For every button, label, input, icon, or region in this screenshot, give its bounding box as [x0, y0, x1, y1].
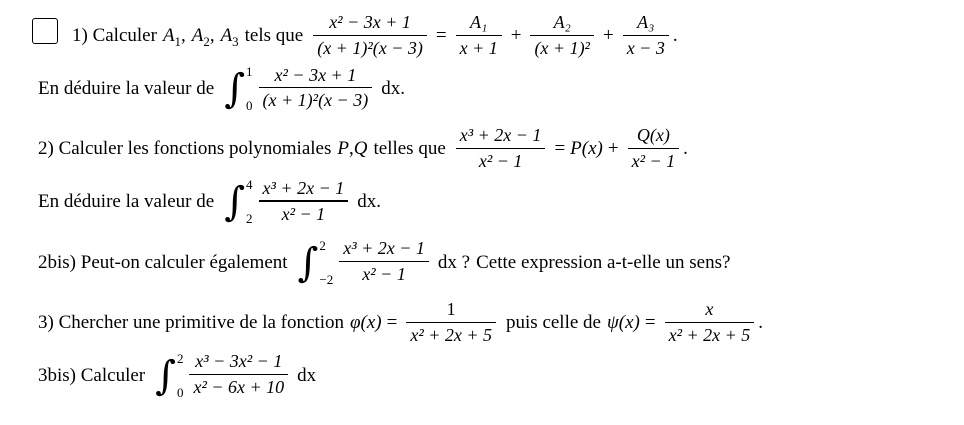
question-1-integral-line	[38, 63, 964, 113]
q3bis-fraction	[189, 351, 288, 398]
q2-prefix-text: 2) Calculer les fonctions polynomiales	[38, 138, 332, 160]
q1-lhs-denominator: (x + 1)²(x − 3)	[317, 37, 423, 58]
q3-phi-denominator: x² + 2x + 5	[410, 324, 493, 345]
l4-differential: dx.	[357, 190, 381, 212]
fraction-bar	[189, 374, 288, 375]
q1-rhs1-numerator: A₁	[470, 12, 488, 32]
q3-prefix-text: 3) Chercher une primitive de la fonction	[38, 312, 345, 334]
q1-var-a3-index: 3	[232, 34, 239, 50]
q1-rhs3-denominator: x − 3	[626, 37, 665, 58]
fraction-bar	[530, 35, 594, 36]
q2-comma: ,	[349, 138, 354, 160]
exercise-number-box	[32, 18, 58, 44]
q1-comma-2: ,	[209, 25, 215, 47]
l2-integral	[224, 63, 253, 113]
fraction-bar	[339, 261, 429, 262]
q2-rhs-numerator: Q(x)	[636, 125, 670, 146]
q3-psi-denominator: x² + 2x + 5	[668, 324, 751, 345]
fraction-bar	[623, 35, 669, 36]
q3-equals-sign: =	[386, 312, 398, 334]
q3bis-integral-limits	[176, 350, 184, 400]
q2-plus-sign: +	[607, 138, 619, 160]
q3bis-prefix-text: 3bis) Calculer	[38, 364, 146, 386]
l2-integral-limits	[246, 63, 253, 113]
q1-period: .	[672, 25, 678, 47]
l4-numerator: x³ + 2x − 1	[262, 177, 345, 198]
q2bis-integral	[297, 237, 334, 287]
q3-psi-fraction	[665, 299, 755, 346]
q3-phi-fraction	[406, 299, 496, 346]
q1-lhs-numerator: x² − 3x + 1	[329, 12, 411, 32]
q1-var-a2: $A_2$	[191, 25, 210, 50]
q1-rhs2-numerator: A₂	[553, 12, 571, 32]
question-2-integral-line	[38, 176, 964, 226]
q3bis-differential: dx	[297, 364, 317, 386]
q3bis-denominator: x² − 6x + 10	[193, 377, 285, 398]
q2-equals-sign: =	[554, 138, 566, 160]
q2-rhs-fraction	[628, 125, 680, 172]
question-3-line	[38, 300, 964, 347]
q1-equals-sign: =	[435, 25, 447, 47]
q3bis-numerator: x³ − 3x² − 1	[195, 351, 283, 372]
q1-prefix-text: 1) Calculer	[72, 25, 157, 47]
l2-upper-limit: 1	[246, 63, 253, 79]
fraction-bar	[628, 148, 680, 149]
q3-phi-function: φ(x)	[350, 312, 382, 334]
q2bis-suffix-text: Cette expression a-t-elle un sens?	[476, 251, 731, 273]
q2-rhs-denominator: x² − 1	[631, 151, 676, 171]
q1-plus-sign-1: +	[510, 25, 522, 47]
l4-fraction	[259, 178, 349, 225]
fraction-bar	[259, 87, 373, 88]
q1-plus-sign-2: +	[602, 25, 614, 47]
q2bis-lower-limit: −2	[319, 271, 334, 287]
l2-denominator: (x + 1)²(x − 3)	[262, 90, 369, 111]
q2-period: .	[683, 138, 688, 160]
q1-var-a1-index: 1	[174, 34, 181, 50]
q3bis-lower-limit: 0	[176, 384, 184, 400]
l2-text: En déduire la valeur de	[38, 77, 215, 99]
q1-rhs-fraction-1	[456, 12, 502, 59]
l4-integral	[224, 176, 253, 226]
q1-comma-1: ,	[181, 25, 186, 47]
q1-mid-text: tels que	[244, 25, 304, 47]
l4-upper-limit: 4	[246, 176, 253, 192]
q1-var-a1: $A_1$	[162, 25, 181, 50]
q1-var-a2-index: 2	[203, 34, 210, 50]
exercise-3-row	[0, 0, 964, 60]
q2bis-upper-limit: 2	[319, 237, 326, 253]
l4-lower-limit: 2	[246, 210, 253, 226]
question-1-line	[72, 13, 678, 60]
fraction-bar	[665, 322, 755, 323]
q1-rhs3-numerator: A₃	[637, 12, 655, 32]
q2-lhs-numerator: x³ + 2x − 1	[459, 125, 542, 146]
q2bis-prefix-text: 2bis) Peut-on calculer également	[38, 251, 288, 273]
q2bis-differential: dx ?	[437, 251, 471, 273]
question-2-line	[38, 126, 964, 173]
l2-fraction	[259, 65, 373, 112]
q3-period: .	[758, 312, 764, 334]
fraction-bar	[456, 35, 502, 36]
fraction-bar	[456, 148, 546, 149]
q3-psi-function: ψ(x)	[606, 312, 640, 334]
q2bis-numerator: x³ + 2x − 1	[343, 238, 425, 259]
q3-equals-sign-2: =	[644, 312, 656, 334]
q3bis-integral	[155, 350, 184, 400]
q3-mid-text: puis celle de	[506, 312, 601, 334]
q2-poly-q: Q	[353, 138, 368, 160]
q3-psi-numerator: x	[705, 298, 714, 319]
integral-icon: ∫	[155, 352, 176, 399]
q2-p-of-x: P(x)	[570, 138, 603, 160]
l4-text: En déduire la valeur de	[38, 190, 215, 212]
l2-lower-limit: 0	[246, 97, 253, 113]
q2bis-integral-limits	[319, 237, 334, 287]
question-2bis-line	[38, 239, 964, 286]
l2-differential: dx.	[381, 77, 405, 99]
q2bis-fraction	[339, 238, 429, 285]
fraction-bar	[313, 35, 427, 36]
l4-denominator: x² − 1	[281, 203, 326, 224]
q2bis-denominator: x² − 1	[362, 264, 406, 285]
question-3bis-line	[38, 352, 964, 399]
q1-rhs-fraction-3	[623, 12, 669, 59]
q1-rhs1-denominator: x + 1	[459, 37, 498, 58]
l2-numerator: x² − 3x + 1	[274, 64, 357, 85]
integral-icon: ∫	[297, 239, 319, 286]
integral-icon: ∫	[224, 65, 246, 112]
q3bis-upper-limit: 2	[176, 350, 184, 366]
q3-phi-numerator: 1	[446, 298, 456, 319]
q1-rhs-fraction-2	[530, 12, 594, 59]
q2-poly-p: P	[337, 138, 349, 160]
q1-lhs-fraction	[313, 12, 427, 59]
q1-var-a3: $A_3$	[220, 25, 239, 50]
fraction-bar	[406, 322, 496, 323]
l4-integral-limits	[246, 176, 253, 226]
fraction-bar	[259, 200, 349, 201]
q2-mid-text: telles que	[373, 138, 446, 160]
q1-rhs2-denominator: (x + 1)²	[534, 37, 590, 58]
q2-lhs-fraction	[456, 125, 546, 172]
integral-icon: ∫	[224, 178, 246, 225]
q2-lhs-denominator: x² − 1	[478, 151, 523, 171]
